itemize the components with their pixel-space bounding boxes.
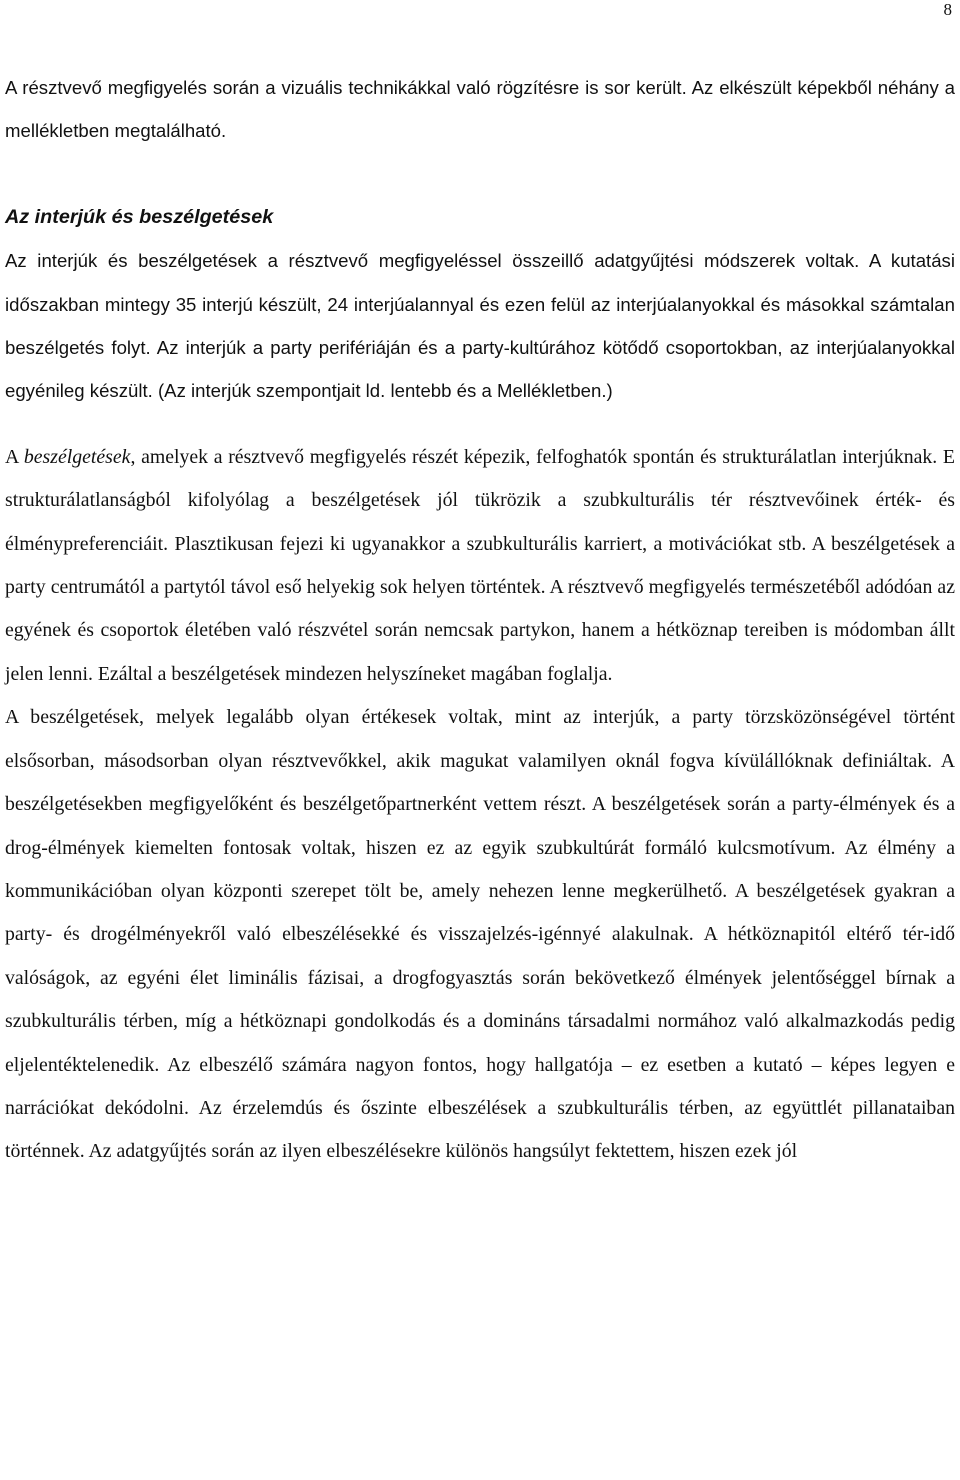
document-body [5, 66, 955, 1174]
paragraph-conversations-italic-term: beszélgetések [23, 445, 131, 468]
spacer [5, 153, 955, 196]
spacer [5, 413, 955, 436]
section-heading: Az interjúk és beszélgetések [5, 205, 274, 228]
paragraph-visual-techniques: A résztvevő megfigyelés során a vizuális technikákkal való rögzítésre is sor került. Az elkészült képekből néhány a mellékletben megtalálható. [5, 77, 955, 142]
page-number: 8 [943, 0, 952, 19]
paragraph-conversations [5, 436, 955, 696]
paragraph-conversation-partners: A beszélgetések, melyek legalább olyan értékesek voltak, mint az interjúk, a party törzsközönségével történt elsősorban, másodsorban olyan résztvevőkkel, akik magukat valamilyen oknál fogva kívülállóknak definiáltak. A beszélgetésekben megfigyelőként és beszélgetőpartnerként vettem részt. A beszélgetések során a party-élmények és a drog-élmények kiemelten fontosak voltak, hiszen ez az egyik szubkultúrát formáló kulcsmotívum. Az élmény a kommunikációban olyan központi szerepet tölt be, amely nehezen lenne megkerülhető. A beszélgetések gyakran a party- és drogélményekről való elbeszélésekké és visszajelzés-igénnyé alakulnak. A hétköznapitól eltérő tér-idő valóságok, az egyéni élet liminális fázisai, a drogfogyasztás során bekövetkező élmények jelentőséggel bírnak a szubkulturális térben, míg a hétköznapi gondolkodás és a domináns társadalmi normához való alkalmazkodás pedig eljelentéktelenedik. Az elbeszélő számára nagyon fontos, hogy hallgatója – ez esetben a kutató – képes legyen e narrációkat dekódolni. Az érzelemdús és őszinte elbeszélések a szubkulturális térben, az együttlét pillanataiban történnek. Az adatgyűjtés során az ilyen elbeszélésekre különös hangsúlyt fektettem, hiszen ezek jól [5, 706, 955, 1163]
paragraph-conversations-rest: , amelyek a résztvevő megfigyelés részét képezik, felfoghatók spontán és strukturálatlan interjúknak. E strukturálatlanságból kifolyólag a beszélgetések jól tükrözik a szubkulturális tér résztvevőinek érték- és élménypreferenciáit. Plasztikusan fejezi ki ugyanakkor a szubkulturális karriert, a motivációkat stb. A beszélgetések a party centrumától a partytól távol eső helyekig sok helyen történtek. A résztvevő megfigyelés természetéből adódóan az egyének és csoportok életében való részvétel során nemcsak partykon, hanem a hétköznap tereiben is módomban állt jelen lenni. Ezáltal a beszélgetések mindezen helyszíneket magában foglalja. [5, 445, 955, 685]
paragraph-conversations-start: A [5, 445, 24, 468]
paragraph-interviews: Az interjúk és beszélgetések a résztvevő megfigyeléssel összeillő adatgyűjtési módszerek voltak. A kutatási időszakban mintegy 35 interjú készült, 24 interjúalannyal és ezen felül az interjúalanyokkal és másokkal számtalan beszélgetés folyt. Az interjúk a party perifériáján és a party-kultúrához kötődő csoportokban, az interjúalanyokkal egyénileg készült. (Az interjúk szempontjait ld. lentebb és a Mellékletben.) [5, 250, 955, 402]
